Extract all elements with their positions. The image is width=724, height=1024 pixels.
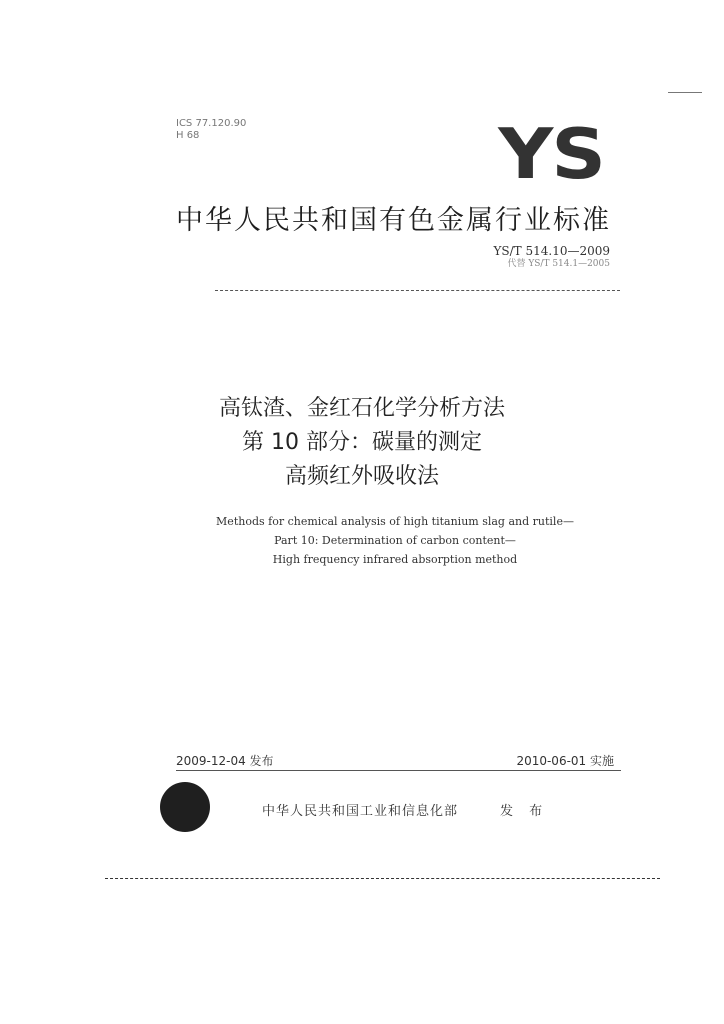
header-divider bbox=[215, 290, 620, 291]
chinese-title-line-2: 第 10 部分：碳量的测定 bbox=[242, 430, 482, 455]
ics-code: ICS 77.120.90 bbox=[176, 118, 247, 129]
issue-date: 2009-12-04 发布 bbox=[176, 754, 274, 768]
english-title-line-1: Methods for chemical analysis of high titanium slag and rutile— bbox=[216, 515, 574, 528]
classification-codes bbox=[176, 118, 246, 142]
bottom-rule bbox=[105, 878, 660, 879]
english-title-line-3: High frequency infrared absorption method bbox=[272, 553, 518, 566]
ys-logo: YS bbox=[498, 112, 604, 195]
replaces-code: 代替 YS/T 514.1—2005 bbox=[507, 259, 610, 269]
publish-label: 发 布 bbox=[500, 804, 549, 819]
footer-divider bbox=[176, 770, 621, 771]
ministry-emblem bbox=[160, 782, 210, 832]
standard-code-block bbox=[493, 245, 610, 271]
chinese-title bbox=[0, 392, 724, 494]
english-title-line-2: Part 10: Determination of carbon content— bbox=[274, 534, 516, 547]
chinese-title-line-1: 高钛渣、金红石化学分析方法 bbox=[218, 396, 505, 421]
english-title bbox=[0, 512, 724, 569]
chinese-title-line-3: 高频红外吸收法 bbox=[284, 464, 439, 489]
standard-title: 中华人民共和国有色金属行业标准 bbox=[176, 205, 611, 236]
implementation-date: 2010-06-01 实施 bbox=[516, 754, 614, 768]
ccs-code: H 68 bbox=[176, 130, 200, 141]
publisher-name: 中华人民共和国工业和信息化部 bbox=[262, 804, 459, 819]
standard-code: YS/T 514.10—2009 bbox=[493, 244, 610, 258]
corner-dash bbox=[668, 92, 702, 93]
